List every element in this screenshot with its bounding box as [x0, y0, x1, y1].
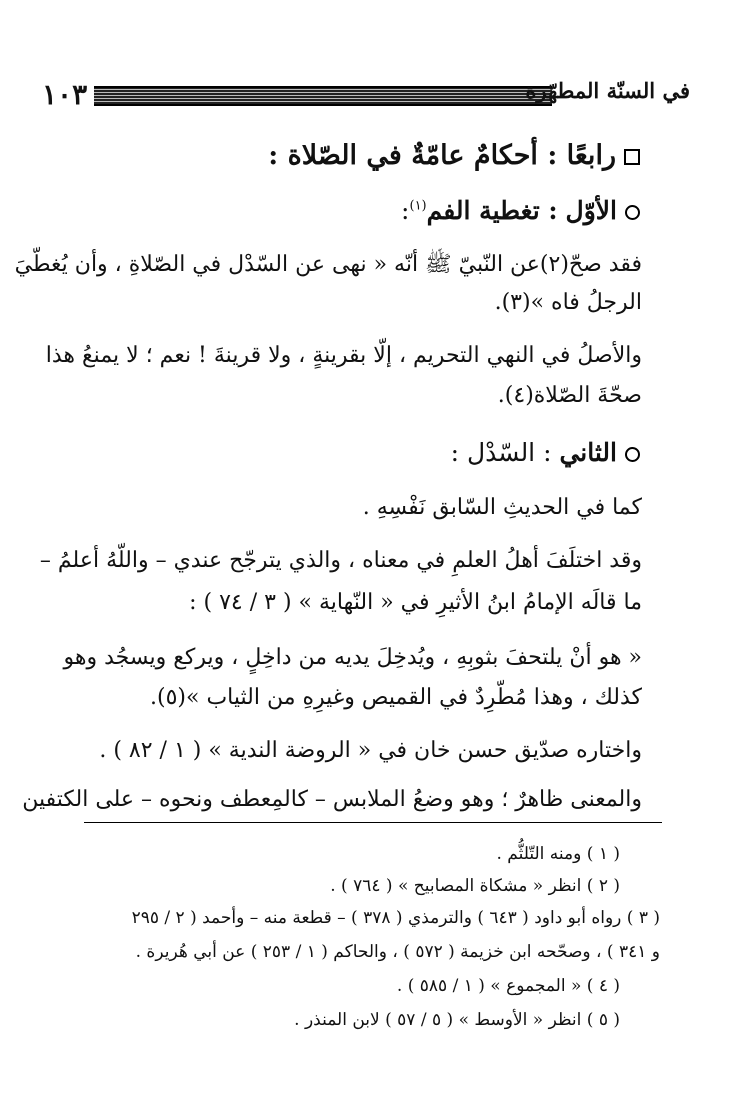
first-item-title: : تغطية الفم — [426, 196, 558, 225]
first-item-heading: الأوّل : تغطية الفم$^{(١)}$: — [401, 196, 640, 225]
footnote-3-line-2: و ٣٤١ ) ، وصحّحه ابن خزيمة ( ٥٧٢ ) ، والحاكم ( ١ / ٢٥٣ ) عن أبي هُريرة . — [135, 942, 660, 962]
paragraph-3: كما في الحديثِ السّابق نَفْسِهِ . — [362, 495, 642, 520]
second-item-label: الثاني — [559, 438, 617, 467]
footnote-3-line-1: ( ٣ ) رواه أبو داود ( ٦٤٣ ) والترمذي ( ٣٧٨ ) – قطعة منه – وأحمد ( ٢ / ٢٩٥ — [131, 908, 660, 928]
paragraph-2-line-2: صحّةَ الصّلاة(٤). — [497, 383, 642, 408]
paragraph-4-line-2: ما قالَه الإمامُ ابنُ الأثيرِ في « النّهاية » ( ٣ / ٧٤ ) : — [189, 590, 642, 615]
paragraph-6: واختاره صدّيق حسن خان في « الروضة الندية » ( ١ / ٨٢ ) . — [99, 738, 642, 763]
second-item-heading — [451, 438, 640, 467]
circle-bullet-icon — [625, 447, 640, 462]
square-bullet-icon — [624, 149, 640, 165]
section-heading: رابعًا : أحكامٌ عامّةٌ في الصّلاة : — [268, 140, 640, 171]
page-number: ١٠٣ — [42, 78, 88, 111]
paragraph-5-line-2: كذلك ، وهذا مُطّرِدٌ في القميص وغيرِهِ من الثياب »(٥). — [150, 685, 642, 710]
first-item-label: الأوّل — [565, 196, 617, 225]
second-item-title: : السّدْل : — [450, 438, 552, 467]
paragraph-1-line-1: فقد صحّ(٢)عن النّبيّ ﷺ أنّه « نهى عن السّدْل في الصّلاةِ ، وأن يُغطّيَ — [14, 252, 642, 277]
paragraph-2-line-1: والأصلُ في النهي التحريم ، إلّا بقرينةٍ ، ولا قرينةَ ! نعم ؛ لا يمنعُ هذا — [45, 343, 642, 368]
paragraph-5-line-1: « هو أنْ يلتحفَ بثوبِهِ ، ويُدخِلَ يديه من داخِلٍ ، ويركع ويسجُد وهو — [63, 645, 642, 670]
page-header — [30, 78, 690, 118]
circle-bullet-icon — [625, 205, 640, 220]
footnote-1: ( ١ ) ومنه التّلثُّم . — [496, 844, 620, 864]
header-rule-bar — [94, 86, 552, 106]
running-title: في السنّة المطهّرة — [525, 78, 690, 103]
footnote-separator — [84, 822, 662, 823]
paragraph-7: والمعنى ظاهرٌ ؛ وهو وضعُ الملابس – كالمِعطف ونحوه – على الكتفين — [22, 787, 642, 812]
paragraph-1-line-2: الرجلُ فاه »(٣). — [494, 290, 642, 315]
footnote-ref: (١) — [409, 198, 427, 214]
footnote-2: ( ٢ ) انظر « مشكاة المصابيح » ( ٧٦٤ ) . — [330, 876, 620, 896]
paragraph-4-line-1: وقد اختلَفَ أهلُ العلمِ في معناه ، والذي يترجّح عندي – واللّهُ أعلمُ – — [39, 548, 642, 573]
footnote-5: ( ٥ ) انظر « الأوسط » ( ٥ / ٥٧ ) لابن المنذر . — [294, 1010, 620, 1030]
footnote-4: ( ٤ ) « المجموع » ( ١ / ٥٨٥ ) . — [396, 976, 620, 996]
